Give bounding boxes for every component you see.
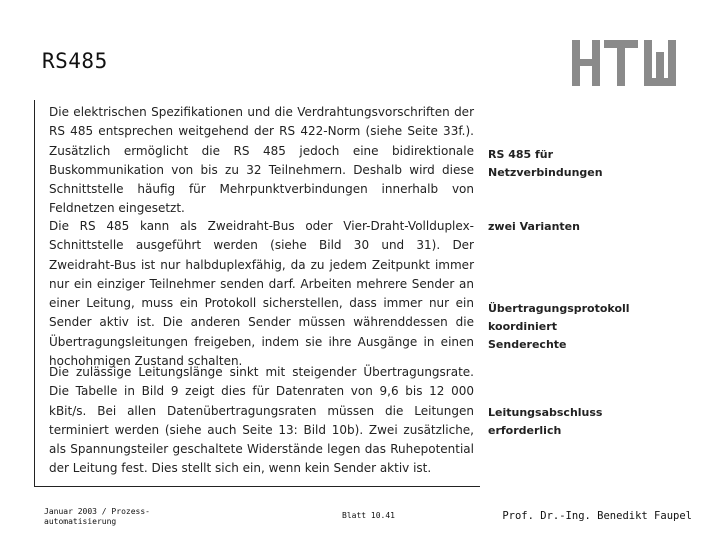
margin-note: Leitungsabschluss erforderlich [488, 406, 603, 437]
margin-note: RS 485 für Netzverbindungen [488, 148, 603, 179]
slide-title: RS485 [42, 49, 108, 73]
footer-author: Prof. Dr.-Ing. Benedikt Faupel [502, 510, 692, 522]
margin-note: Übertragungsprotokoll koordiniert Senderechte [488, 302, 630, 351]
content-box [34, 100, 480, 487]
margin-note: zwei Varianten [488, 220, 580, 233]
paragraph: Die zulässige Leitungslänge sinkt mit steigender Übertragungsrate. Die Tabelle in Bild 9 zeigt dies für Datenraten von 9,6 bis 12 000 kBit/s. Bei allen Datenübertragungsraten müssen die Leitungen terminiert werden (siehe auch Seite 13: Bild 10b). Zwei zusätzliche, als Spannungsteiler geschaltete Widerstände legen das Ruhepotential der Leitung fest. Dies stellt sich ein, wenn kein Sender aktiv ist. [49, 365, 474, 476]
paragraph: Die RS 485 kann als Zweidraht-Bus oder Vier-Draht-Vollduplex-Schnittstelle ausgeführt werden (siehe Bild 30 und 31). Der Zweidraht-Bus ist nur halbduplexfähig, da zu jedem Zeitpunkt immer nur ein einziger Teilnehmer senden darf. Arbeiten mehrere Sender an einer Leitung, muss ein Protokoll sicherstellen, dass immer nur ein Sender aktiv ist. Die anderen Sender müssen währenddessen die Übertragungsleitungen freigeben, indem sie ihre Ausgänge in einen hochohmigen Zustand schalten. [49, 219, 474, 369]
footer-date: Januar 2003 / Prozess-automatisierung [44, 507, 150, 526]
page-number: Blatt 10.41 [342, 511, 395, 520]
htw-logo [572, 40, 692, 86]
paragraph: Die elektrischen Spezifikationen und die Verdrahtungsvorschriften der RS 485 entsprechen weitgehend der RS 422-Norm (siehe Seite 33f.). Zusätzlich ermöglicht die RS 485 jedoch eine bidirektionale Buskommunikation von bis zu 32 Teilnehmern. Deshalb wird diese Schnittstelle häufig für Mehrpunktverbindungen innerhalb von Feldnetzen eingesetzt. [49, 105, 474, 216]
